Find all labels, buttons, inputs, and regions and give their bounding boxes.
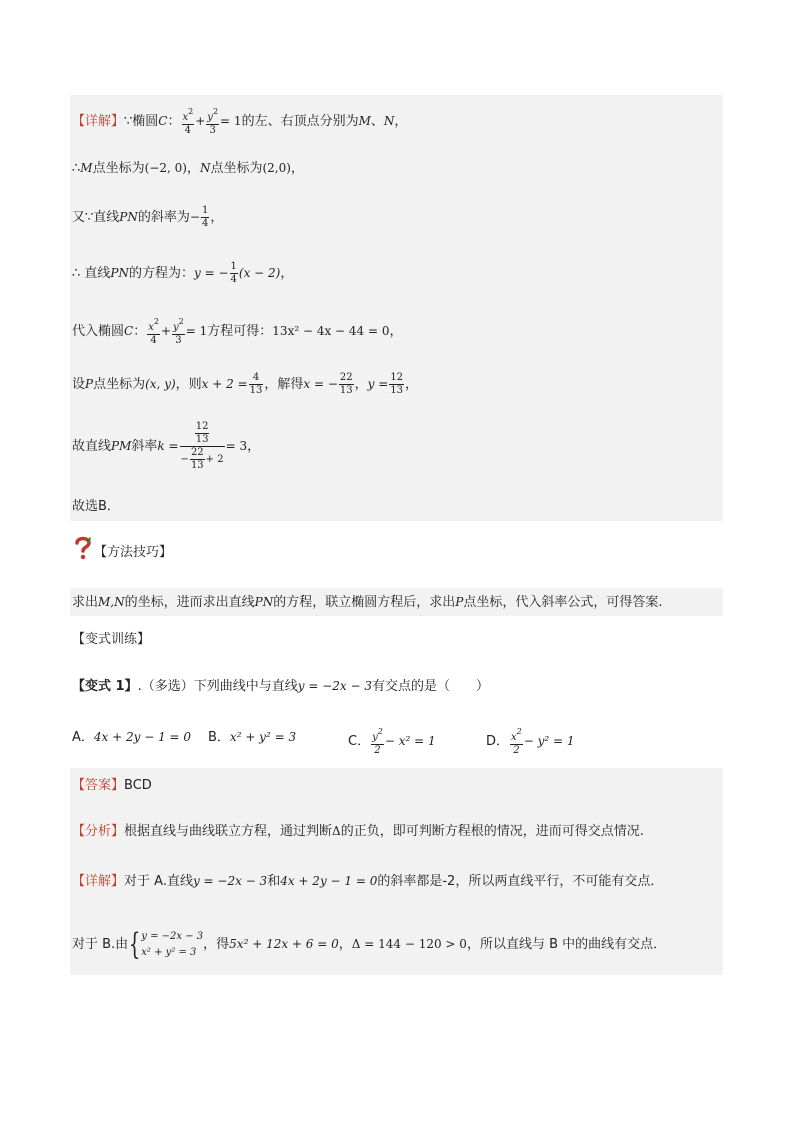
fraction: $\frac{1}{4}$: [230, 261, 237, 285]
fraction: $\frac{12}{13}$: [390, 372, 404, 396]
detail-line-4: ∴ 直线PN的方程为：y = − $\frac{1}{4}$ (x − 2)，: [72, 261, 294, 285]
method-title: 【方法技巧】: [94, 545, 173, 560]
detail-line-5: 代入椭圆C： $\frac{x^2}{4}$ + $\frac{y^2}{3}$ = 1方程可得：13x² − 4x − 44 = 0，: [72, 317, 403, 346]
option-a: A．4x + 2y − 1 = 0: [72, 730, 192, 745]
detail-line-6: 设P点坐标为(x, y)，则x + 2 = $\frac{4}{13}$ ，解得x = − $\frac{22}{13}$ ，y = $\frac{12}{13}$ ，: [72, 372, 419, 396]
answer-line: 【答案】BCD: [72, 778, 152, 793]
question-mark-icon: [74, 536, 92, 560]
detail-tag: 【详解】: [72, 114, 125, 129]
variant-question: 【变式 1】.（多选）下列曲线中与直线y = −2x − 3有交点的是（ ）: [72, 679, 489, 694]
brace-symbol: {: [129, 926, 141, 962]
fraction: $\frac{y^2}{3}$: [173, 317, 184, 346]
detail-a-line: 【详解】对于 A.直线y = −2x − 3和4x + 2y − 1 = 0的斜率都是-2，所以两直线平行，不可能有交点．: [72, 874, 664, 889]
fraction: $\frac{4}{13}$: [249, 372, 263, 396]
fraction: $\frac{22}{13}$: [339, 372, 353, 396]
detail-line-2: ∴M点坐标为(−2, 0)，N点坐标为(2,0)，: [72, 161, 304, 176]
equation-system: y = −2x − 3 x² + y² = 3: [141, 930, 204, 958]
method-text: 求出M,N的坐标，进而求出直线PN的方程，联立椭圆方程后，求出P点坐标，代入斜率公式，可得答案.: [72, 595, 663, 610]
fraction: $\frac{x^2}{4}$: [148, 317, 159, 346]
option-c: C． $\frac{y^2}{2}$ − x² = 1: [348, 727, 436, 756]
variant-title: 【变式训练】: [72, 632, 151, 647]
detail-line-1: 【详解】∵椭圆C： $\frac{x^2}{4}$ + $\frac{y^2}{3}$ = 1的左、右顶点分别为M、N，: [72, 107, 408, 136]
fraction: $\frac{1}{4}$: [201, 205, 209, 229]
option-b: B．x² + y² = 3: [208, 730, 297, 745]
fraction: $\frac{y^2}{3}$: [207, 107, 219, 136]
detail-line-7: 故直线PM斜率k = $\frac{12}{13}$ − $\frac{22}{13}$ + 2 = 3，: [72, 421, 261, 471]
fraction: $\frac{x^2}{4}$: [182, 107, 194, 136]
detail-line-3: 又∵直线PN的斜率为− $\frac{1}{4}$ ，: [72, 205, 224, 229]
option-d: D． $\frac{x^2}{2}$ − y² = 1: [486, 727, 575, 756]
nested-fraction: $\frac{12}{13}$ − $\frac{22}{13}$ + 2: [180, 421, 224, 471]
detail-b-line: 对于 B.由{ y = −2x − 3 x² + y² = 3 ，得5x² + 12x + 6 = 0，Δ = 144 − 120 > 0，所以直线与 B 中的曲线有交点．: [72, 926, 667, 962]
analysis-line: 【分析】根据直线与曲线联立方程，通过判断Δ的正负，即可判断方程根的情况，进而可得交点情况.: [72, 824, 644, 839]
detail-line-8: 故选B．: [72, 499, 120, 514]
